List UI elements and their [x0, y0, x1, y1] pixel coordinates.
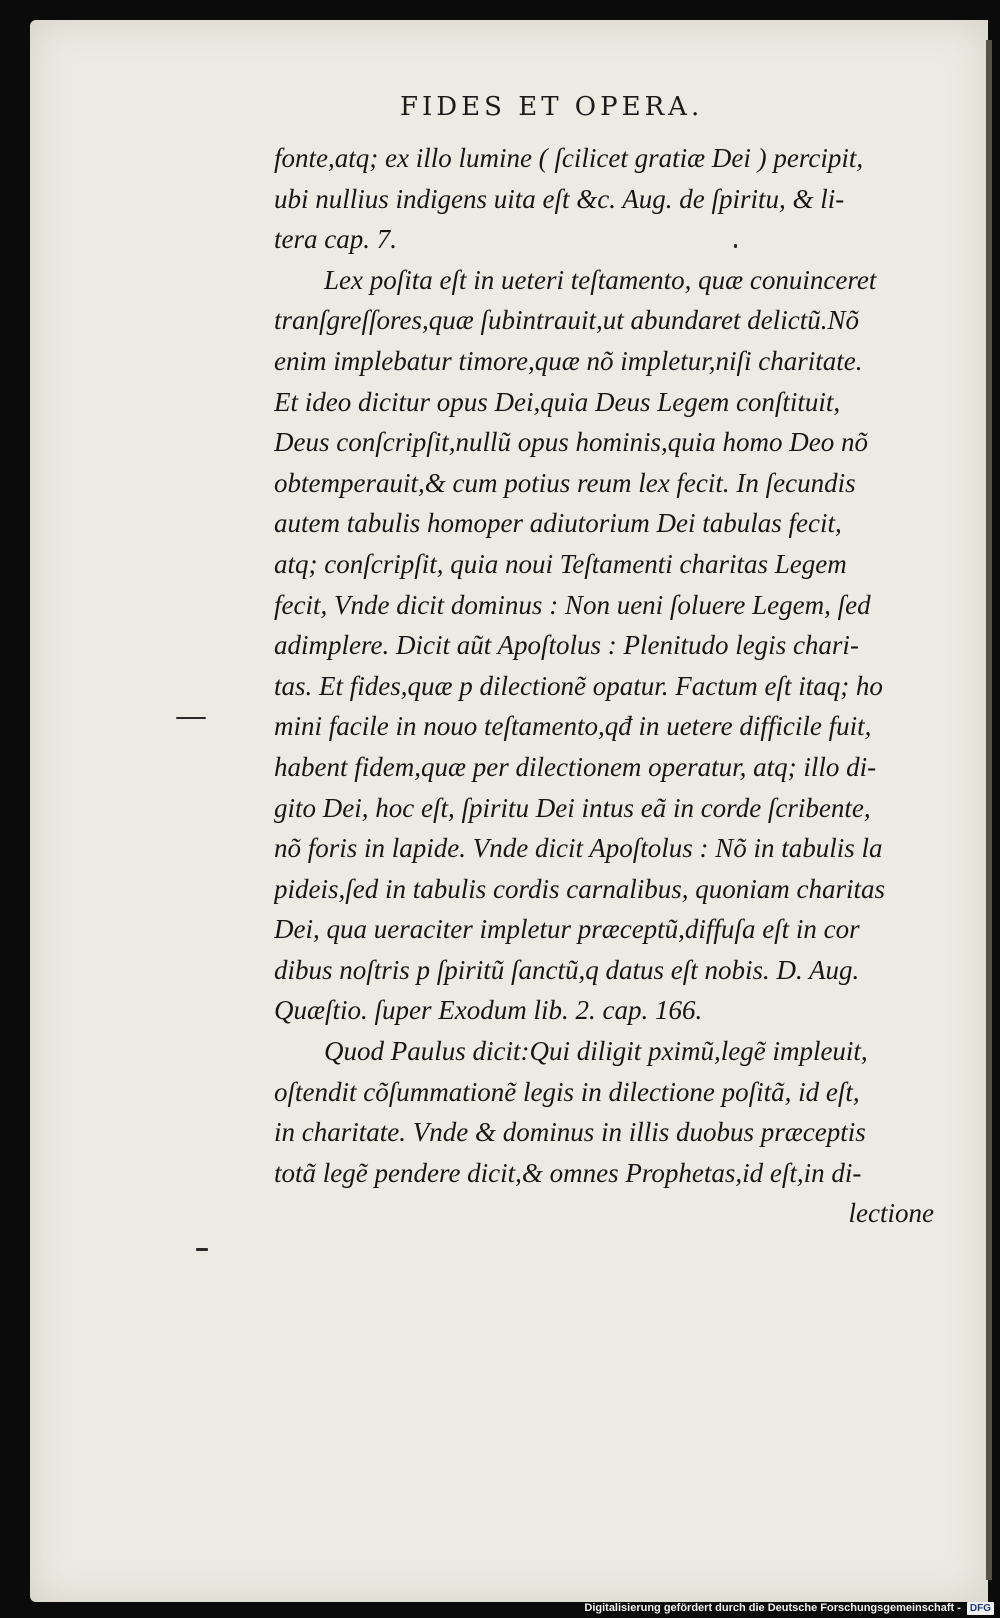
text-line: pideis,ſed in tabulis cordis carnalibus, quoniam charitas	[274, 873, 885, 904]
text-line: totã legẽ pendere dicit,& omnes Prophetas,id eſt,in di-	[274, 1157, 862, 1188]
text-line: fonte,atq; ex illo lumine ( ſcilicet gratiæ Dei ) percipit,	[274, 143, 864, 173]
text-line: obtemperauit,& cum potius reum lex fecit. In ſecundis	[274, 467, 856, 498]
text-block	[274, 138, 964, 1234]
text-line: tas. Et fides,quæ p dilectionẽ opatur. Factum eſt itaq; ho	[274, 670, 883, 701]
page-edge	[986, 40, 992, 1580]
text-line: habent fidem,quæ per dilectionem operatur, atq; illo di-	[274, 751, 877, 782]
text-line: nõ foris in lapide. Vnde dicit Apoſtolus : Nõ in tabulis la	[274, 833, 883, 864]
ink-spot	[734, 244, 737, 248]
text-line: autem tabulis homoper adiutorium Dei tabulas fecit,	[274, 508, 842, 539]
text-line: tera cap. 7.	[274, 224, 397, 255]
text-line: ubi nullius indigens uita eſt &c. Aug. de ſpiritu, & li-	[274, 183, 845, 214]
digitization-footer	[584, 1601, 994, 1615]
margin-mark	[176, 717, 206, 719]
text-line: in charitate. Vnde & dominus in illis duobus præceptis	[274, 1117, 866, 1148]
text-line: oſtendit cõſummationẽ legis in dilectione poſitã, id eſt,	[274, 1076, 860, 1107]
text-line: dibus noſtris p ſpiritũ ſanctũ,q datus eſt nobis. D. Aug.	[274, 954, 860, 985]
text-line: Deus conſcripſit,nullũ opus hominis,quia homo Deo nõ	[274, 427, 868, 458]
paragraph-start: Lex poſita eſt in ueteri teſtamento, quæ conuinceret	[324, 264, 877, 295]
text-line: Quæſtio. ſuper Exodum lib. 2. cap. 166.	[274, 995, 703, 1026]
footer-credit: Digitalisierung gefördert durch die Deutsche Forschungsgemeinschaft -	[584, 1602, 961, 1614]
catchword: lectione	[848, 1198, 934, 1229]
text-line: mini facile in nouo teſtamento,qđ in uetere difficile fuit,	[274, 711, 872, 742]
text-line: Dei, qua ueraciter impletur præceptũ,diffuſa eſt in cor	[274, 914, 860, 945]
paragraph-start: Quod Paulus dicit:Qui diligit pximũ,legẽ impleuit,	[324, 1036, 868, 1067]
margin-mark	[196, 1248, 208, 1251]
text-line: fecit, Vnde dicit dominus : Non ueni ſoluere Legem, ſed	[274, 589, 871, 620]
text-line: adimplere. Dicit aũt Apoſtolus : Plenitudo legis chari-	[274, 630, 859, 661]
dfg-logo-icon: DFG	[967, 1602, 994, 1615]
text-line: atq; conſcripſit, quia noui Teſtamenti charitas Legem	[274, 548, 847, 579]
text-line: enim implebatur timore,quæ nõ impletur,niſi charitate.	[274, 345, 863, 376]
text-line: Et ideo dicitur opus Dei,quia Deus Legem conſtituit,	[274, 386, 841, 417]
text-line: gito Dei, hoc eſt, ſpiritu Dei intus eã in corde ſcribente,	[274, 792, 871, 823]
running-head: FIDES ET OPERA.	[400, 92, 704, 122]
text-line: tranſgreſſores,quæ ſubintrauit,ut abundaret delictũ.Nõ	[274, 305, 859, 336]
